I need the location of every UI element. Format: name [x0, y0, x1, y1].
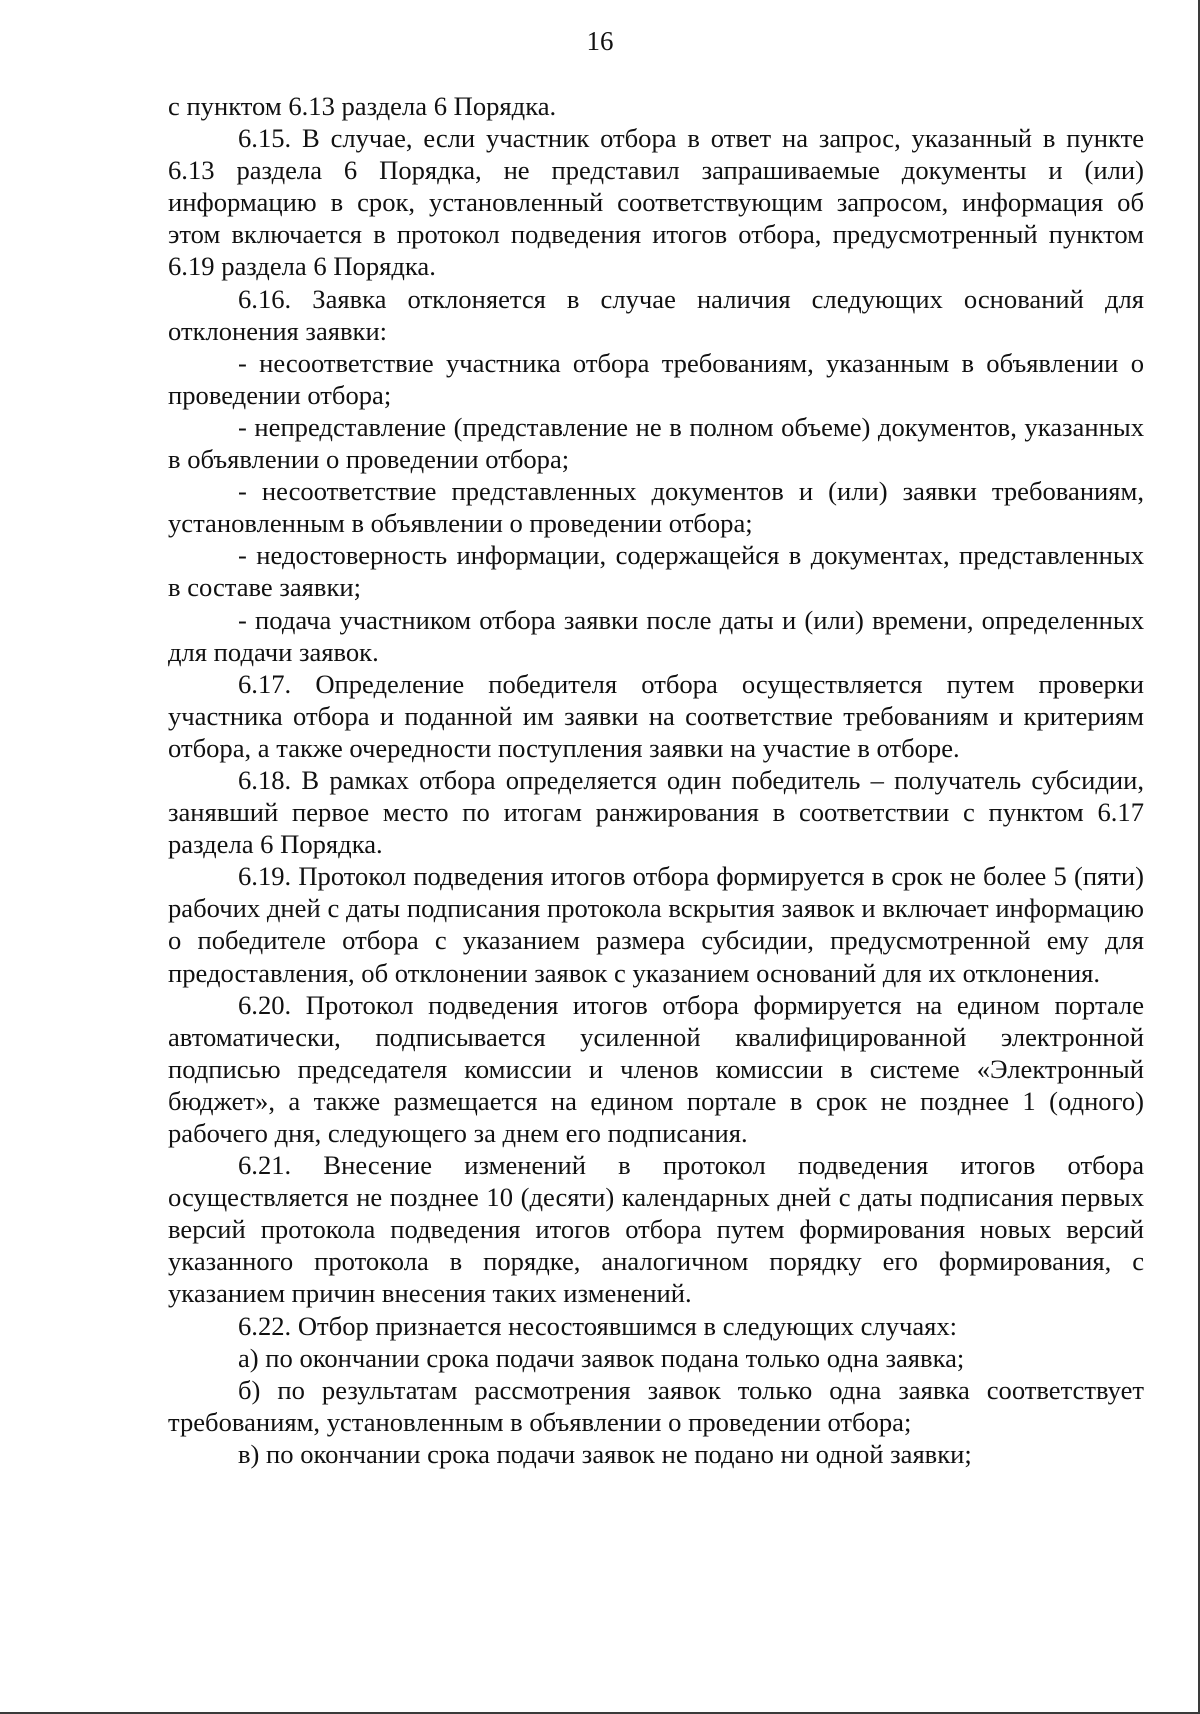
paragraph-p-6-20: 6.20. Протокол подведения итогов отбора формируется на едином портале автоматически, подписывается усиленной квалифицированной электронной подписью председателя комиссии и членов комиссии в системе «Электронный бюджет», а также размещается на едином портале в срок не позднее 1 (одного) рабочего дня, следующего за днем его подписания. — [168, 989, 1144, 1148]
paragraph-p-continuation: с пунктом 6.13 раздела 6 Порядка. — [168, 91, 557, 121]
paragraph-p-6-22-b: б) по результатам рассмотрения заявок только одна заявка соответствует требованиям, установленным в объявлении о проведении отбора; — [168, 1374, 1144, 1437]
paragraph-p-6-16: 6.16. Заявка отклоняется в случае наличия следующих оснований для отклонения заявки: — [168, 283, 1144, 346]
paragraph-p-6-21: 6.21. Внесение изменений в протокол подведения итогов отбора осуществляется не позднее 10 (десяти) календарных дней с даты подписания первых версий протокола подведения итогов отбора путем формирования новых версий указанного протокола в порядке, аналогичном порядку его формирования, с указанием причин внесения таких изменений. — [168, 1150, 1144, 1309]
paragraph-p-6-22-a: а) по окончании срока подачи заявок подана только одна заявка; — [238, 1342, 965, 1373]
paragraph-p-6-16-a: - несоответствие участника отбора требованиям, указанным в объявлении о проведении отбора; — [168, 347, 1144, 410]
page-number: 16 — [586, 26, 614, 56]
paragraph-p-6-22-c: в) по окончании срока подачи заявок не подано ни одной заявки; — [238, 1438, 972, 1469]
paragraph-p-6-17: 6.17. Определение победителя отбора осуществляется путем проверки участника отбора и поданной им заявки на соответствие требованиям и критериям отбора, а также очередности поступления заявки на участие в отборе. — [168, 668, 1144, 763]
paragraph-p-6-16-e: - подача участником отбора заявки после даты и (или) времени, определенных для подачи заявок. — [168, 604, 1144, 667]
paragraph-p-6-18: 6.18. В рамках отбора определяется один победитель – получатель субсидии, занявший первое место по итогам ранжирования в соответствии с пунктом 6.17 раздела 6 Порядка. — [168, 764, 1144, 860]
document-body — [168, 90, 1144, 1470]
paragraph-p-6-19: 6.19. Протокол подведения итогов отбора формируется в срок не более 5 (пяти) рабочих дней с даты подписания протокола вскрытия заявок и включает информацию о победителе отбора с указанием размера субсидии, предусмотренной ему для предоставления, об отклонении заявок с указанием оснований для их отклонения. — [168, 861, 1144, 988]
paragraph-p-6-16-d: - недостоверность информации, содержащейся в документах, представленных в составе заявки; — [168, 540, 1144, 603]
paragraph-p-6-16-b: - непредставление (представление не в полном объеме) документов, указанных в объявлении о проведении отбора; — [168, 411, 1144, 475]
paragraph-p-6-16-c: - несоответствие представленных документов и (или) заявки требованиям, установленным в объявлении о проведении отбора; — [168, 476, 1144, 539]
paragraph-p-6-15: 6.15. В случае, если участник отбора в ответ на запрос, указанный в пункте 6.13 раздела 6 Порядка, не представил запрашиваемые документы и (или) информацию в срок, установленный соответствующим запросом, информация об этом включается в протокол подведения итогов отбора, предусмотренный пунктом 6.19 раздела 6 Порядка. — [168, 123, 1144, 282]
paragraph-p-6-22: 6.22. Отбор признается несостоявшимся в следующих случаях: — [238, 1310, 958, 1341]
